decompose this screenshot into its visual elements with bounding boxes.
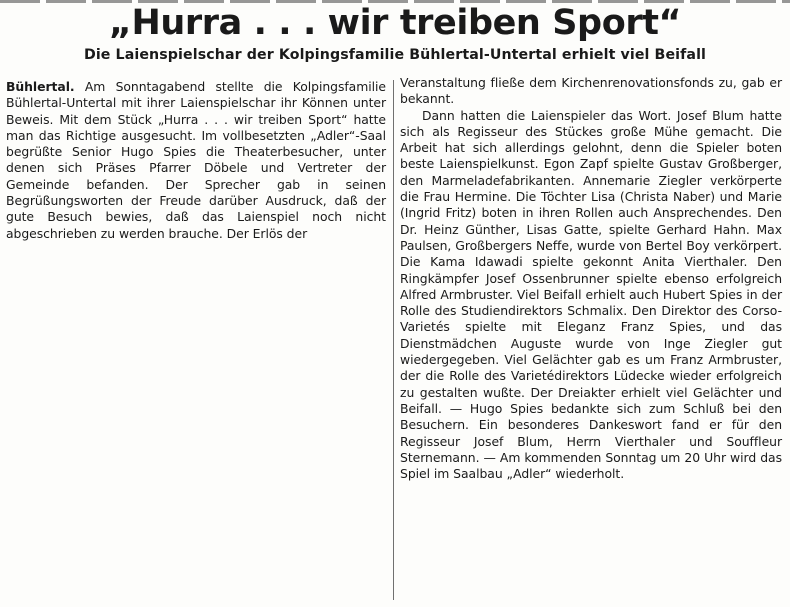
article-column-left (6, 79, 386, 242)
article-column-right (400, 75, 782, 482)
column-divider (393, 80, 394, 600)
left-paragraph (6, 79, 386, 242)
right-paragraph-2: Dann hatten die Laienspieler das Wort. Josef Blum hatte sich als Regisseur des Stückes große Mühe gemacht. Die Arbeit hat sich allerdings gelohnt, denn die Spieler boten beste Laienspielkunst. Egon Zapf spielte Gustav Großberger, den Marmeladefabrikanten. Annemarie Ziegler verkörperte die Frau Hermine. Die Töchter Lisa (Christa Naber) und Marie (Ingrid Fritz) boten in ihren Rollen auch Ansprechendes. Den Dr. Heinz Günther, Lisas Gatte, spielte Gerhard Hahn. Max Paulsen, Großbergers Neffe, wurde von Bertel Boy verkörpert. Die Kama Idawadi spielte gekonnt Anita Vierthaler. Den Ringkämpfer Josef Ossenbrunner spielte ebenso erfolgreich Alfred Armbruster. Viel Beifall erhielt auch Hubert Spies in der Rolle des Studiendirektors Schmalix. Den Direktor des Corso-Varietés spielte mit Eleganz Franz Spies, und das Dienstmädchen Auguste wurde von Inge Ziegler gut wiedergegeben. Viel Gelächter gab es um Franz Armbruster, der die Rolle des Varietédirektors Lüdecke wieder erfolgreich zu gestalten wußte. Der Dreiakter erhielt viel Gelächter und Beifall. — Hugo Spies bedankte sich zum Schluß bei den Besuchern. Ein besonderes Dankeswort fand er für den Regisseur Josef Blum, Herrn Vierthaler und Souffleur Sternemann. — Am kommenden Sonntag um 20 Uhr wird das Spiel im Saalbau „Adler“ wiederholt. (400, 107, 782, 482)
right-paragraph-1: Veranstaltung fließe dem Kirchenrenovationsfonds zu, gab er bekannt. (400, 75, 782, 107)
article-headline: „Hurra . . . wir treiben Sport“ (108, 3, 682, 43)
article-subheadline: Die Laienspielschar der Kolpingsfamilie Bühlertal-Untertal erhielt viel Beifall (83, 47, 707, 63)
left-column-text: Am Sonntagabend stellte die Kolpingsfamilie Bühlertal-Untertal mit ihrer Laienspielschar ihr Können unter Beweis. Mit dem Stück „Hurra . . . wir treiben Sport“ hatte man das Richtige ausgesucht. Im vollbesetzten „Adler“-Saal begrüßte Senior Hugo Spies die Theaterbesucher, unter denen sich Präses Pfarrer Döbele und Vertreter der Gemeinde befanden. Der Sprecher gab in seinen Begrüßungsworten der Freude darüber Ausdruck, daß der gute Besuch bewies, daß das Laienspiel noch nicht abgeschrieben zu werden brauche. Der Erlös der (6, 79, 386, 241)
article-dateline: Bühlertal. (6, 79, 75, 94)
